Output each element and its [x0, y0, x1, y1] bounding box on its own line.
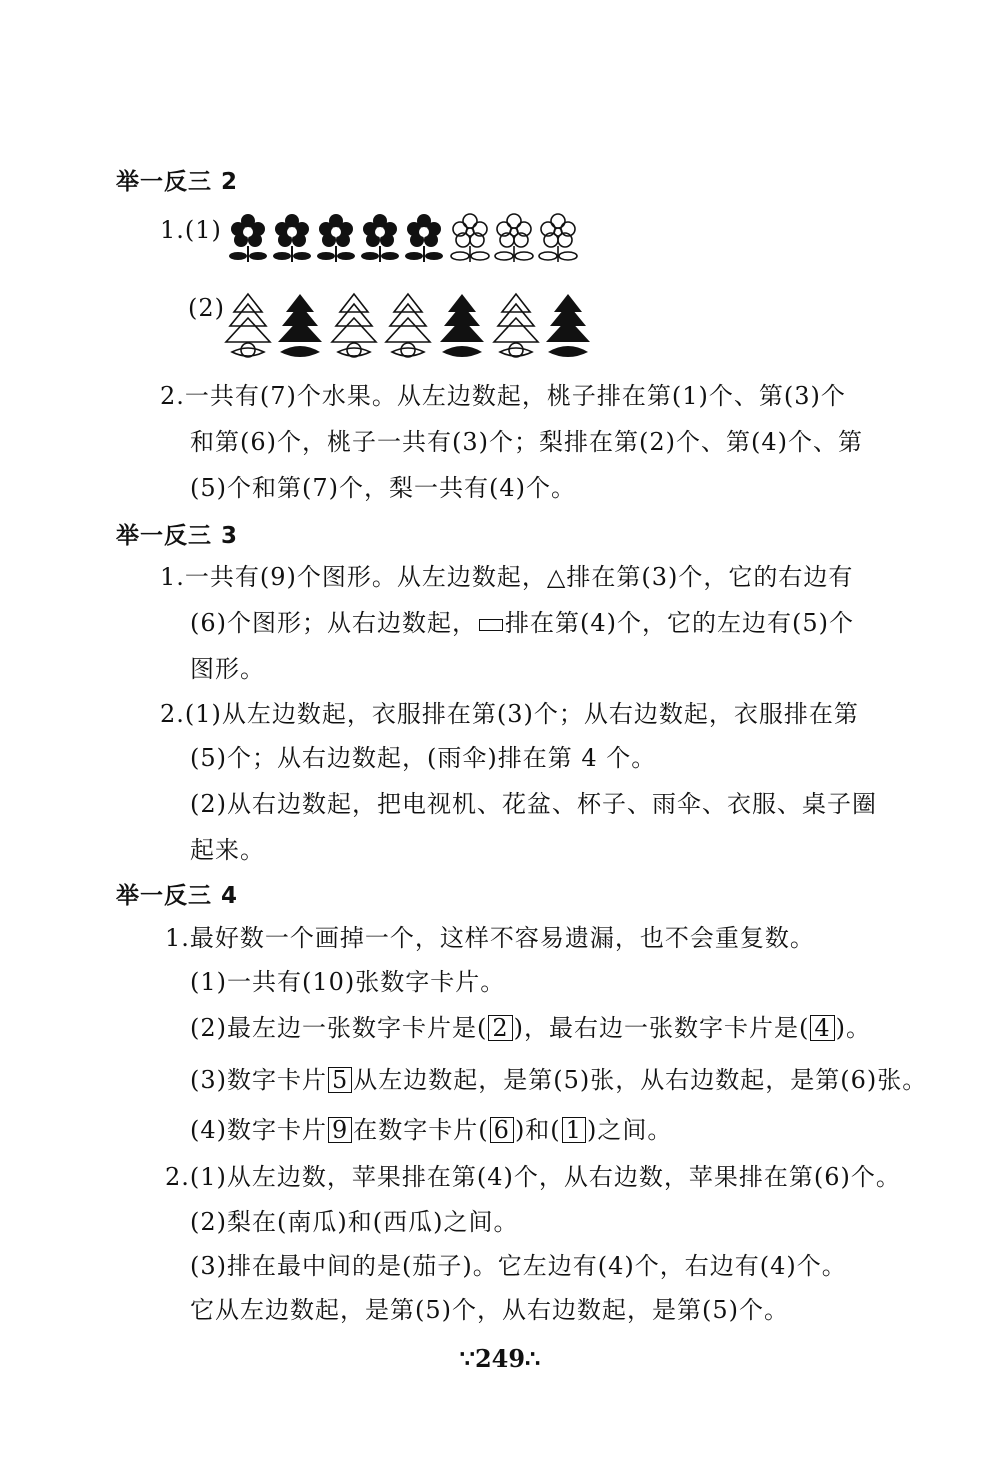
tree-row — [222, 290, 594, 364]
q1-2-label: (2) — [188, 294, 225, 322]
s3-q2-line-4: 起来。 — [190, 836, 265, 864]
number-card: 4 — [810, 1015, 834, 1041]
section-heading-3: 举一反三 3 — [116, 523, 239, 549]
s2-q2-line-1: 2.一共有(7)个水果。从左边数起，桃子排在第(1)个、第(3)个 — [160, 382, 846, 410]
tree-outline-icon — [386, 294, 430, 357]
flower-outline-icon — [539, 214, 577, 262]
number-card: 6 — [490, 1117, 514, 1143]
tree-outline-icon — [332, 294, 376, 357]
flower-filled-icon — [273, 214, 311, 262]
flower-filled-icon — [405, 214, 443, 262]
s4-q1-1: (1)一共有(10)张数字卡片。 — [190, 968, 506, 996]
tree-filled-icon — [546, 294, 590, 357]
s3-q2-line-3: (2)从右边数起，把电视机、花盆、杯子、雨伞、衣服、桌子圈 — [190, 790, 877, 818]
s4-q2-line-4: 它从左边数起，是第(5)个，从右边数起，是第(5)个。 — [190, 1296, 789, 1324]
flower-filled-icon — [317, 214, 355, 262]
s4-q2-line-2: (2)梨在(南瓜)和(西瓜)之间。 — [190, 1208, 519, 1236]
number-card: 1 — [562, 1117, 586, 1143]
flower-outline-icon — [451, 214, 489, 262]
s4-q1-4: (4)数字卡片 9 在数字卡片( 6 )和( 1 )之间。 — [190, 1116, 673, 1144]
number-card: 5 — [328, 1067, 352, 1093]
q1-label: 1.(1) — [160, 216, 222, 244]
s3-q1-line-1: 1.一共有(9)个图形。从左边数起，△排在第(3)个，它的右边有 — [160, 563, 854, 591]
tree-filled-icon — [440, 294, 484, 357]
s2-q2-line-2: 和第(6)个，桃子一共有(3)个；梨排在第(2)个、第(4)个、第 — [190, 428, 863, 456]
s4-q1-3: (3)数字卡片 5 从左边数起，是第(5)张，从右边数起，是第(6)张。 — [190, 1066, 928, 1094]
number-card: 9 — [328, 1117, 352, 1143]
page-number: 249 — [474, 1344, 526, 1373]
flower-filled-icon — [229, 214, 267, 262]
flower-filled-icon — [361, 214, 399, 262]
footer-ornament-left: ∵ — [459, 1344, 475, 1373]
number-card: 2 — [488, 1015, 512, 1041]
s3-q2-line-2: (5)个；从右边数起，(雨伞)排在第 4 个。 — [190, 744, 657, 772]
s3-q1-line-2: (6)个图形；从右边数起， 排在第(4)个，它的左边有(5)个 — [190, 609, 854, 637]
page-footer — [0, 1344, 1000, 1373]
tree-outline-icon — [226, 294, 270, 357]
s2-q2-line-3: (5)个和第(7)个，梨一共有(4)个。 — [190, 474, 576, 502]
tree-filled-icon — [278, 294, 322, 357]
s4-q2-line-1: 2.(1)从左边数，苹果排在第(4)个，从右边数，苹果排在第(6)个。 — [165, 1163, 901, 1191]
flower-row — [228, 212, 588, 268]
s3-q1-line-3: 图形。 — [190, 655, 265, 683]
section-heading-2: 举一反三 2 — [116, 169, 239, 195]
footer-ornament-right: ∴ — [525, 1344, 541, 1373]
flower-outline-icon — [495, 214, 533, 262]
s4-q1-intro: 1.最好数一个画掉一个，这样不容易遗漏，也不会重复数。 — [165, 924, 815, 952]
section-heading-4: 举一反三 4 — [116, 883, 239, 909]
tree-outline-icon — [494, 294, 538, 357]
s3-q2-line-1: 2.(1)从左边数起，衣服排在第(3)个；从右边数起，衣服排在第 — [160, 700, 859, 728]
s4-q2-line-3: (3)排在最中间的是(茄子)。它左边有(4)个，右边有(4)个。 — [190, 1252, 847, 1280]
rectangle-shape-icon — [479, 619, 503, 631]
s4-q1-2: (2)最左边一张数字卡片是( 2 )，最右边一张数字卡片是( 4 )。 — [190, 1014, 872, 1042]
